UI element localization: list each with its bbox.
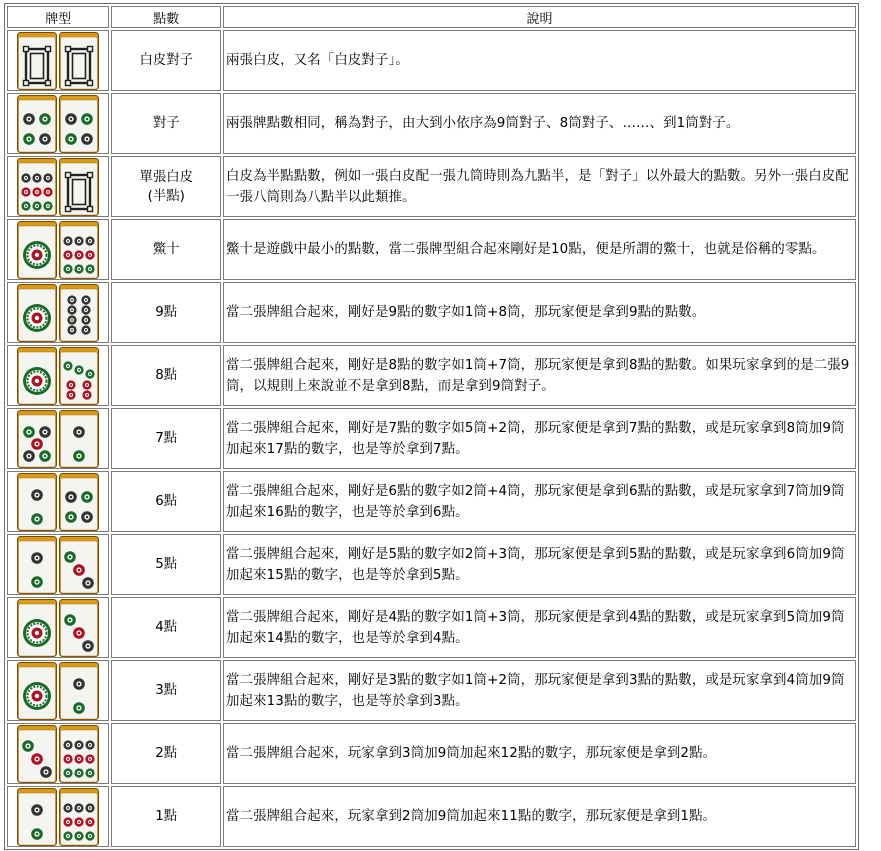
- description-cell: 當二張牌組合起來，剛好是8點的數字如1筒+7筒，那玩家便是拿到8點的點數。如果玩家拿到的是二張9筒，以規則上來說並不是拿到8點，而是拿到9筒對子。: [223, 345, 856, 406]
- table-row: [7, 30, 856, 91]
- tile-pair-cell: [7, 282, 109, 343]
- tile-pair-cell: [7, 723, 109, 784]
- big-circle-dot: [23, 682, 51, 710]
- description-cell: 兩張牌點數相同，稱為對子，由大到小依序為9筒對子、8筒對子、……、到1筒對子。: [223, 93, 856, 154]
- table-row: [7, 723, 856, 784]
- circle-dot: [64, 551, 76, 563]
- circle-dot: [73, 564, 85, 576]
- circle-dot: [75, 803, 84, 812]
- circle-7-tile-icon: [59, 347, 99, 405]
- circle-dot: [68, 295, 77, 304]
- tile-pair: [8, 284, 108, 342]
- circle-dot: [86, 803, 95, 812]
- tile-pair: [8, 158, 108, 216]
- circle-dot: [64, 361, 73, 370]
- circle-dot: [44, 187, 53, 196]
- circle-dot: [68, 325, 77, 334]
- tile-pair: [8, 536, 108, 594]
- circle-dot: [83, 390, 92, 399]
- table-header-row: [7, 6, 856, 28]
- circle-dot: [82, 295, 91, 304]
- circle-dot: [31, 489, 43, 501]
- circle-dot: [86, 754, 95, 763]
- description-cell: 當二張牌組合起來，剛好是5點的數字如2筒+3筒，那玩家便是拿到5點的點數，或是玩家拿到6筒加9筒加起來15點的數字，也是等於拿到5點。: [223, 534, 856, 595]
- tile-pair: [8, 32, 108, 90]
- table-row: [7, 786, 856, 847]
- description-cell: 當二張牌組合起來，剛好是6點的數字如2筒+4筒，那玩家便是拿到6點的點數，或是玩家拿到7筒加9筒加起來16點的數字，也是等於拿到6點。: [223, 471, 856, 532]
- tile-pair-cell: [7, 660, 109, 721]
- circle-dot: [82, 577, 94, 589]
- circle-8-tile-icon: [59, 284, 99, 342]
- circle-dot: [22, 187, 31, 196]
- circle-dot: [33, 173, 42, 182]
- circle-dot: [23, 133, 35, 145]
- tile-pair-cell: [7, 156, 109, 217]
- circle-dot: [44, 201, 53, 210]
- description-cell: 當二張牌組合起來，剛好是9點的數字如1筒+8筒，那玩家便是拿到9點的點數。: [223, 282, 856, 343]
- circle-1-tile-icon: [17, 347, 57, 405]
- table-row: [7, 156, 856, 217]
- circle-dot: [64, 768, 73, 777]
- circle-4-tile-icon: [59, 473, 99, 531]
- circle-dot: [22, 740, 34, 752]
- tile-pair: [8, 725, 108, 783]
- circle-9-tile-icon: [17, 158, 57, 216]
- table-row: [7, 219, 856, 280]
- circle-dot: [31, 513, 43, 525]
- circle-dot: [73, 627, 85, 639]
- circle-dot: [64, 831, 73, 840]
- points-name-cell: 3點: [111, 660, 221, 721]
- circle-dot: [22, 173, 31, 182]
- circle-dot: [75, 250, 84, 259]
- circle-9-tile-icon: [59, 725, 99, 783]
- points-name-cell: 白皮對子: [111, 30, 221, 91]
- circle-dot: [67, 390, 76, 399]
- circle-dot: [82, 640, 94, 652]
- circle-dot: [64, 754, 73, 763]
- table-row: [7, 345, 856, 406]
- circle-dot: [31, 804, 43, 816]
- table-row: [7, 93, 856, 154]
- table-row: [7, 534, 856, 595]
- tile-pair-cell: [7, 408, 109, 469]
- circle-dot: [31, 753, 43, 765]
- circle-dot: [82, 305, 91, 314]
- points-table-frame: [4, 3, 859, 850]
- circle-dot: [83, 380, 92, 389]
- circle-1-tile-icon: [17, 599, 57, 657]
- circle-dot: [75, 365, 84, 374]
- circle-dot: [82, 315, 91, 324]
- tile-pair-cell: [7, 219, 109, 280]
- circle-dot: [39, 133, 51, 145]
- table-row: [7, 282, 856, 343]
- circle-dot: [23, 426, 35, 438]
- description-cell: 兩張白皮，又名「白皮對子」。: [223, 30, 856, 91]
- circle-dot: [86, 817, 95, 826]
- circle-dot: [23, 113, 35, 125]
- tile-pair-cell: [7, 471, 109, 532]
- circle-dot: [39, 450, 51, 462]
- points-name-cell: 5點: [111, 534, 221, 595]
- big-circle-dot: [23, 367, 51, 395]
- circle-1-tile-icon: [17, 662, 57, 720]
- tile-pair: [8, 662, 108, 720]
- points-name-cell: 4點: [111, 597, 221, 658]
- description-cell: 當二張牌組合起來，玩家拿到3筒加9筒加起來12點的數字，那玩家便是拿到2點。: [223, 723, 856, 784]
- circle-dot: [86, 369, 95, 378]
- tile-pair-cell: [7, 786, 109, 847]
- circle-dot: [73, 426, 85, 438]
- big-circle-dot: [23, 241, 51, 269]
- circle-dot: [75, 236, 84, 245]
- circle-dot: [86, 264, 95, 273]
- header-description: 說明: [223, 6, 856, 28]
- circle-dot: [64, 740, 73, 749]
- points-name-cell: 鱉十: [111, 219, 221, 280]
- circle-dot: [65, 133, 77, 145]
- circle-dot: [33, 187, 42, 196]
- circle-2-tile-icon: [59, 410, 99, 468]
- circle-dot: [64, 614, 76, 626]
- table-row: [7, 597, 856, 658]
- description-cell: 當二張牌組合起來，剛好是4點的數字如1筒+3筒，那玩家便是拿到4點的點數，或是玩家拿到5筒加9筒加起來14點的數字，也是等於拿到4點。: [223, 597, 856, 658]
- circle-dot: [39, 426, 51, 438]
- table-row: [7, 471, 856, 532]
- circle-dot: [81, 133, 93, 145]
- tile-pair: [8, 347, 108, 405]
- circle-dot: [65, 511, 77, 523]
- circle-dot: [86, 768, 95, 777]
- circle-dot: [82, 325, 91, 334]
- tile-pair-cell: [7, 597, 109, 658]
- circle-dot: [68, 315, 77, 324]
- header-tile-type: 牌型: [7, 6, 109, 28]
- description-cell: 白皮為半點點數，例如一張白皮配一張九筒時則為九點半，是「對子」以外最大的點數。另外一張白皮配一張八筒則為八點半以此類推。: [223, 156, 856, 217]
- circle-dot: [86, 831, 95, 840]
- points-name-cell: 8點: [111, 345, 221, 406]
- white-dragon-tile-icon: [59, 158, 99, 216]
- circle-dot: [75, 740, 84, 749]
- circle-dot: [75, 754, 84, 763]
- circle-3-tile-icon: [17, 725, 57, 783]
- circle-dot: [75, 768, 84, 777]
- circle-dot: [39, 113, 51, 125]
- table-row: [7, 660, 856, 721]
- points-table: [5, 4, 858, 849]
- circle-9-tile-icon: [59, 221, 99, 279]
- white-dragon-tile-icon: [59, 32, 99, 90]
- circle-dot: [65, 113, 77, 125]
- circle-dot: [22, 201, 31, 210]
- points-name-cell: 6點: [111, 471, 221, 532]
- points-name-cell: 7點: [111, 408, 221, 469]
- circle-dot: [75, 831, 84, 840]
- circle-dot: [64, 817, 73, 826]
- description-cell: 當二張牌組合起來，玩家拿到2筒加9筒加起來11點的數字，那玩家便是拿到1點。: [223, 786, 856, 847]
- circle-3-tile-icon: [59, 536, 99, 594]
- tile-pair-cell: [7, 534, 109, 595]
- circle-dot: [44, 173, 53, 182]
- circle-4-tile-icon: [17, 95, 57, 153]
- circle-dot: [64, 236, 73, 245]
- circle-2-tile-icon: [59, 662, 99, 720]
- tile-pair: [8, 95, 108, 153]
- circle-dot: [73, 678, 85, 690]
- circle-dot: [31, 828, 43, 840]
- tile-pair-cell: [7, 345, 109, 406]
- tile-pair: [8, 221, 108, 279]
- circle-dot: [31, 438, 43, 450]
- tile-pair: [8, 788, 108, 846]
- points-name-cell: 2點: [111, 723, 221, 784]
- white-dragon-tile-icon: [17, 32, 57, 90]
- table-row: [7, 408, 856, 469]
- circle-dot: [86, 250, 95, 259]
- circle-dot: [86, 740, 95, 749]
- circle-dot: [75, 264, 84, 273]
- tile-pair-cell: [7, 93, 109, 154]
- circle-dot: [23, 450, 35, 462]
- description-cell: 鱉十是遊戲中最小的點數，當二張牌型組合起來剛好是10點，便是所謂的鱉十，也就是俗稱的零點。: [223, 219, 856, 280]
- circle-dot: [67, 380, 76, 389]
- circle-dot: [81, 491, 93, 503]
- tile-pair: [8, 599, 108, 657]
- points-name-cell: 9點: [111, 282, 221, 343]
- circle-dot: [68, 305, 77, 314]
- circle-4-tile-icon: [59, 95, 99, 153]
- circle-5-tile-icon: [17, 410, 57, 468]
- circle-dot: [73, 702, 85, 714]
- tile-pair-cell: [7, 30, 109, 91]
- circle-dot: [75, 817, 84, 826]
- tile-pair: [8, 410, 108, 468]
- circle-1-tile-icon: [17, 221, 57, 279]
- circle-3-tile-icon: [59, 599, 99, 657]
- circle-dot: [81, 113, 93, 125]
- circle-dot: [40, 766, 52, 778]
- circle-dot: [64, 803, 73, 812]
- points-name-cell: 1點: [111, 786, 221, 847]
- circle-2-tile-icon: [17, 473, 57, 531]
- circle-dot: [33, 201, 42, 210]
- points-name-cell: 單張白皮 (半點): [111, 156, 221, 217]
- circle-dot: [31, 552, 43, 564]
- circle-1-tile-icon: [17, 284, 57, 342]
- header-points: 點數: [111, 6, 221, 28]
- circle-dot: [64, 264, 73, 273]
- circle-9-tile-icon: [59, 788, 99, 846]
- circle-dot: [73, 450, 85, 462]
- circle-2-tile-icon: [17, 788, 57, 846]
- description-cell: 當二張牌組合起來，剛好是7點的數字如5筒+2筒，那玩家便是拿到7點的點數，或是玩家拿到8筒加9筒加起來17點的數字，也是等於拿到7點。: [223, 408, 856, 469]
- tile-pair: [8, 473, 108, 531]
- circle-2-tile-icon: [17, 536, 57, 594]
- big-circle-dot: [23, 304, 51, 332]
- circle-dot: [86, 236, 95, 245]
- circle-dot: [81, 511, 93, 523]
- description-cell: 當二張牌組合起來，剛好是3點的數字如1筒+2筒，那玩家便是拿到3點的點數，或是玩家拿到4筒加9筒加起來13點的數字，也是等於拿到3點。: [223, 660, 856, 721]
- circle-dot: [31, 576, 43, 588]
- big-circle-dot: [23, 619, 51, 647]
- points-name-cell: 對子: [111, 93, 221, 154]
- circle-dot: [65, 491, 77, 503]
- circle-dot: [64, 250, 73, 259]
